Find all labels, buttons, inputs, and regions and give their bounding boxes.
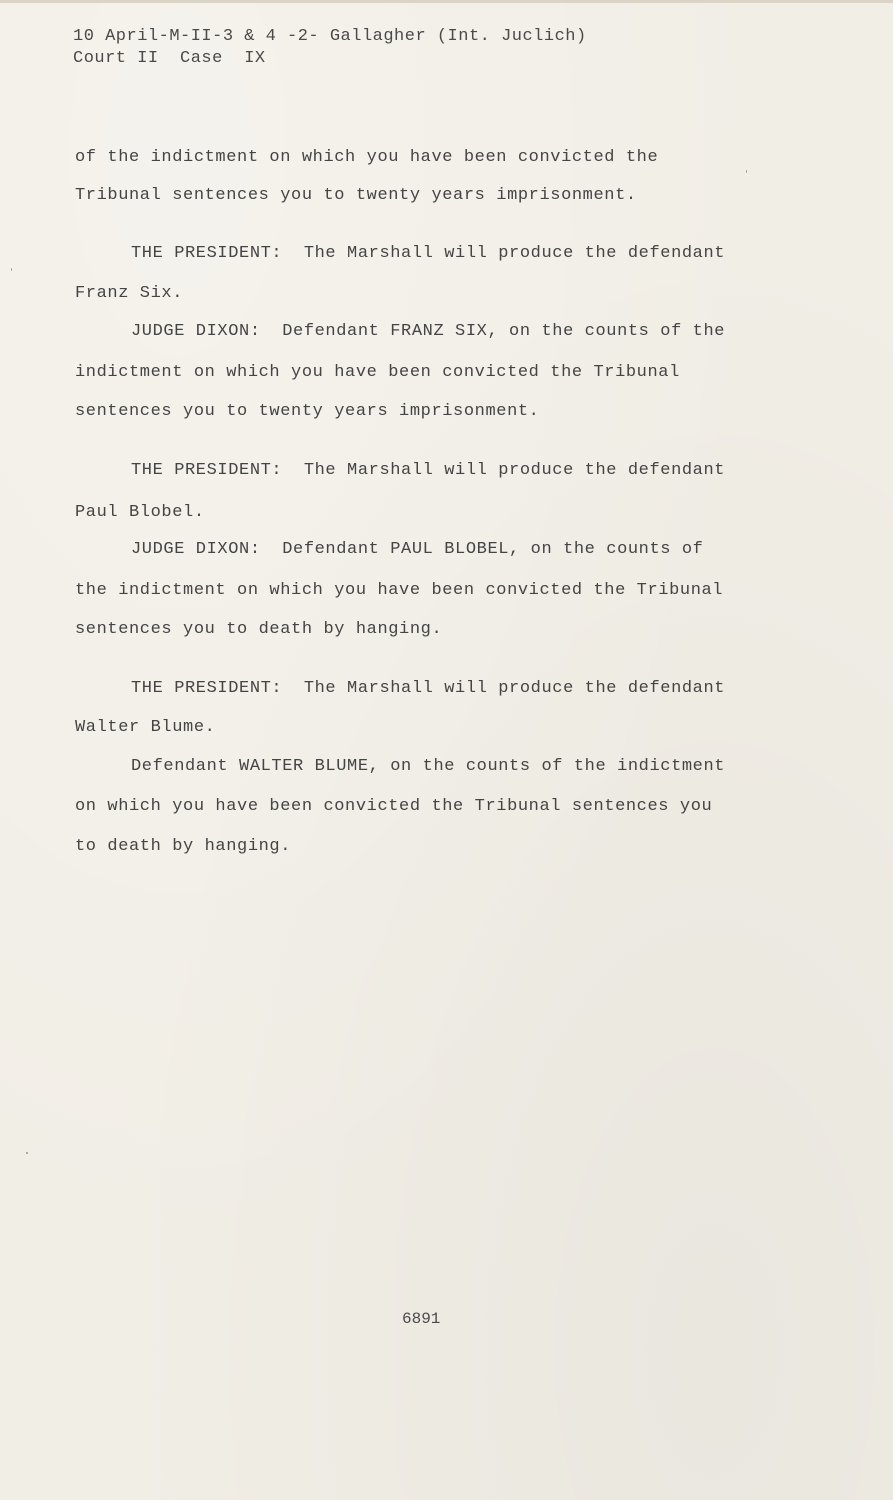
transcript-line: Walter Blume. xyxy=(75,718,216,737)
transcript-line: Tribunal sentences you to twenty years imprisonment. xyxy=(75,186,637,205)
transcript-line: the indictment on which you have been convicted the Tribunal xyxy=(75,581,724,600)
transcript-line: sentences you to death by hanging. xyxy=(75,620,443,639)
header-line-2: Court II Case IX xyxy=(73,49,266,68)
page-number: 6891 xyxy=(402,1310,441,1328)
transcript-line: Franz Six. xyxy=(75,284,184,303)
transcript-line: JUDGE DIXON: Defendant FRANZ SIX, on the counts of the xyxy=(131,322,726,341)
header-line-1: 10 April-M-II-3 & 4 -2- Gallagher (Int. Juclich) xyxy=(73,27,587,46)
transcript-line: to death by hanging. xyxy=(75,837,292,856)
transcript-line: Paul Blobel. xyxy=(75,503,205,522)
transcript-line: THE PRESIDENT: The Marshall will produce the defendant xyxy=(131,461,726,480)
transcript-line: JUDGE DIXON: Defendant PAUL BLOBEL, on the counts of xyxy=(131,540,704,559)
transcript-line: on which you have been convicted the Tribunal sentences you xyxy=(75,797,713,816)
paper-speck xyxy=(11,268,12,271)
transcript-line: sentences you to twenty years imprisonment. xyxy=(75,402,540,421)
transcript-line: of the indictment on which you have been convicted the xyxy=(75,148,659,167)
page-top-edge xyxy=(0,0,893,3)
document-header xyxy=(73,26,587,70)
transcript-line: indictment on which you have been convicted the Tribunal xyxy=(75,363,680,382)
transcript-line: THE PRESIDENT: The Marshall will produce the defendant xyxy=(131,244,726,263)
paper-speck xyxy=(746,170,747,173)
transcript-line: THE PRESIDENT: The Marshall will produce the defendant xyxy=(131,679,726,698)
paper-speck xyxy=(26,1152,28,1154)
transcript-line: Defendant WALTER BLUME, on the counts of the indictment xyxy=(131,757,726,776)
